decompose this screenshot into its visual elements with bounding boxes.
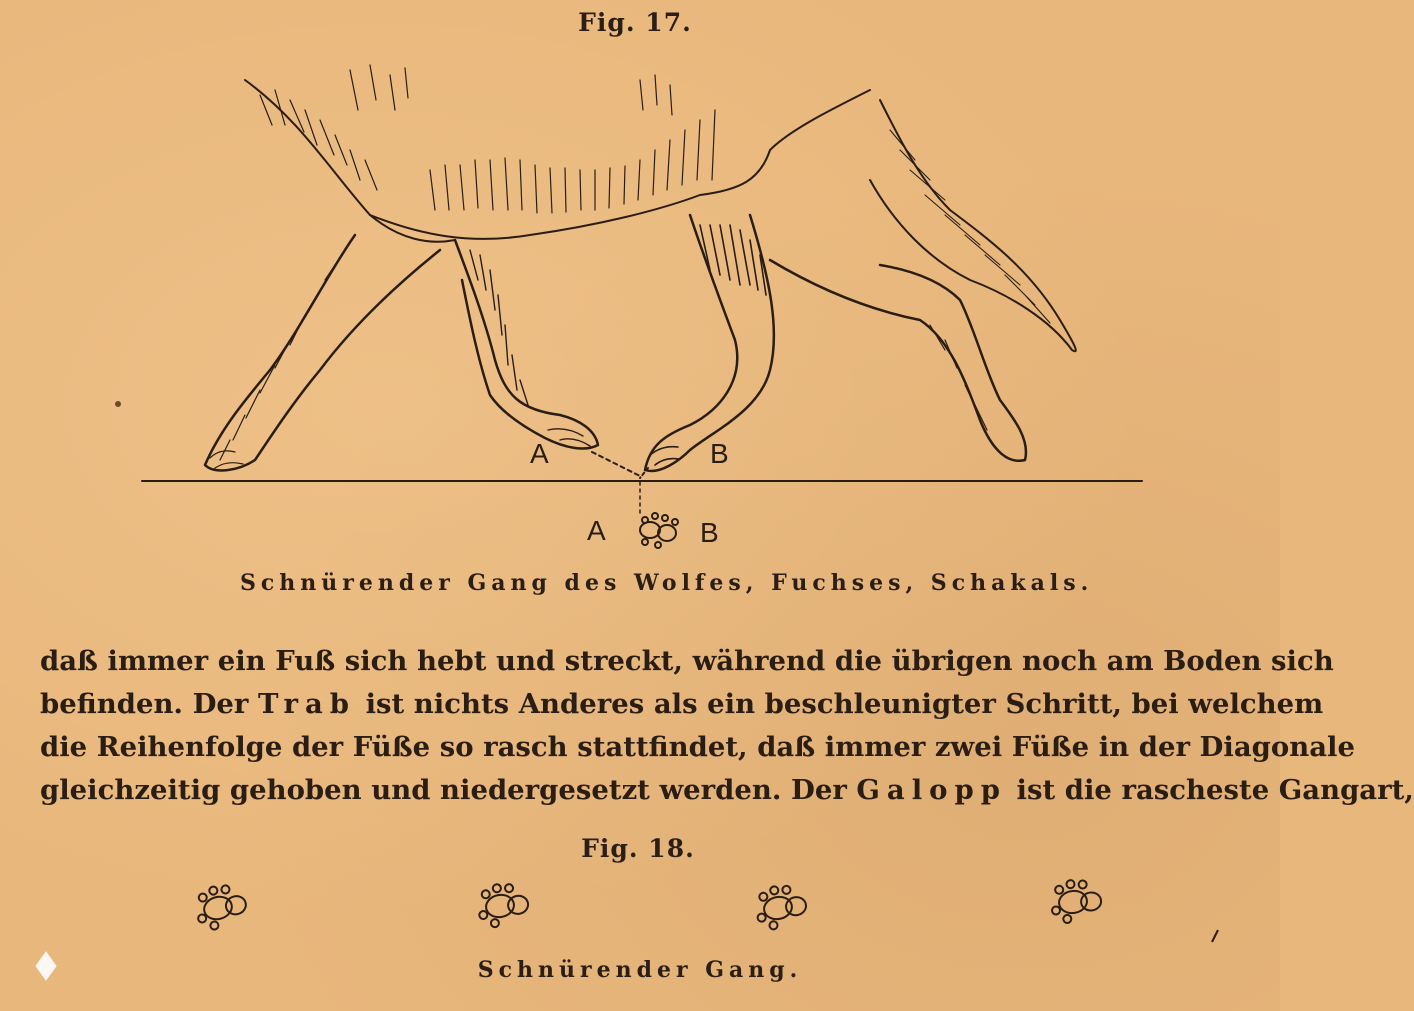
body-line-1: daß immer ein Fuß sich hebt und streckt, während die übrigen noch am Boden sich: [40, 645, 1334, 677]
marker-a-lower: A: [587, 515, 606, 546]
line2-after: ist nichts Anderes als ein beschleunigter Schritt, bei welchem: [356, 688, 1324, 720]
marker-b-upper: B: [710, 438, 729, 469]
line4-before: gleichzeitig gehoben und niedergesetzt werden. Der: [40, 774, 857, 806]
front-left-leg: [205, 235, 440, 470]
trace-line-a: [592, 452, 640, 476]
fur-hatching: [260, 65, 715, 213]
fig18-label: Fig. 18.: [581, 834, 695, 863]
fig18-caption: Schnürender Gang.: [477, 957, 803, 983]
hind-right-leg: [770, 260, 1026, 461]
body-line-2: [40, 683, 1324, 726]
body-line-4: [40, 769, 1414, 812]
body-paragraph: [40, 640, 1414, 812]
body-line-3: die Reihenfolge der Füße so rasch stattfindet, daß immer zwei Füße in der Diagonale: [40, 731, 1355, 763]
fig17-label: Fig. 17.: [578, 8, 692, 37]
fig17-paw-print: [640, 513, 678, 548]
corner-logo-icon: [36, 952, 56, 980]
term-galopp: Galopp: [856, 774, 1007, 806]
line2-before: befinden. Der: [40, 688, 258, 720]
marker-b-lower: B: [700, 517, 719, 548]
ink-spot: [115, 401, 121, 407]
hind-left-leg: [645, 215, 774, 471]
body-top-outline: [245, 80, 870, 239]
tail: [870, 100, 1076, 351]
fig18-paw-3: [752, 881, 810, 932]
stray-mark: [1212, 930, 1218, 942]
front-right-leg: [455, 240, 598, 449]
term-trab: Trab: [258, 688, 356, 720]
fig18-paw-2: [475, 879, 532, 929]
fig17-caption: Schnürender Gang des Wolfes, Fuchses, Schakals.: [240, 570, 1094, 596]
marker-a-upper: A: [530, 438, 549, 469]
fig18-paw-1: [191, 880, 250, 934]
fig18-paw-4: [1048, 876, 1103, 925]
line4-after: ist die rascheste Gangart,: [1006, 774, 1414, 806]
